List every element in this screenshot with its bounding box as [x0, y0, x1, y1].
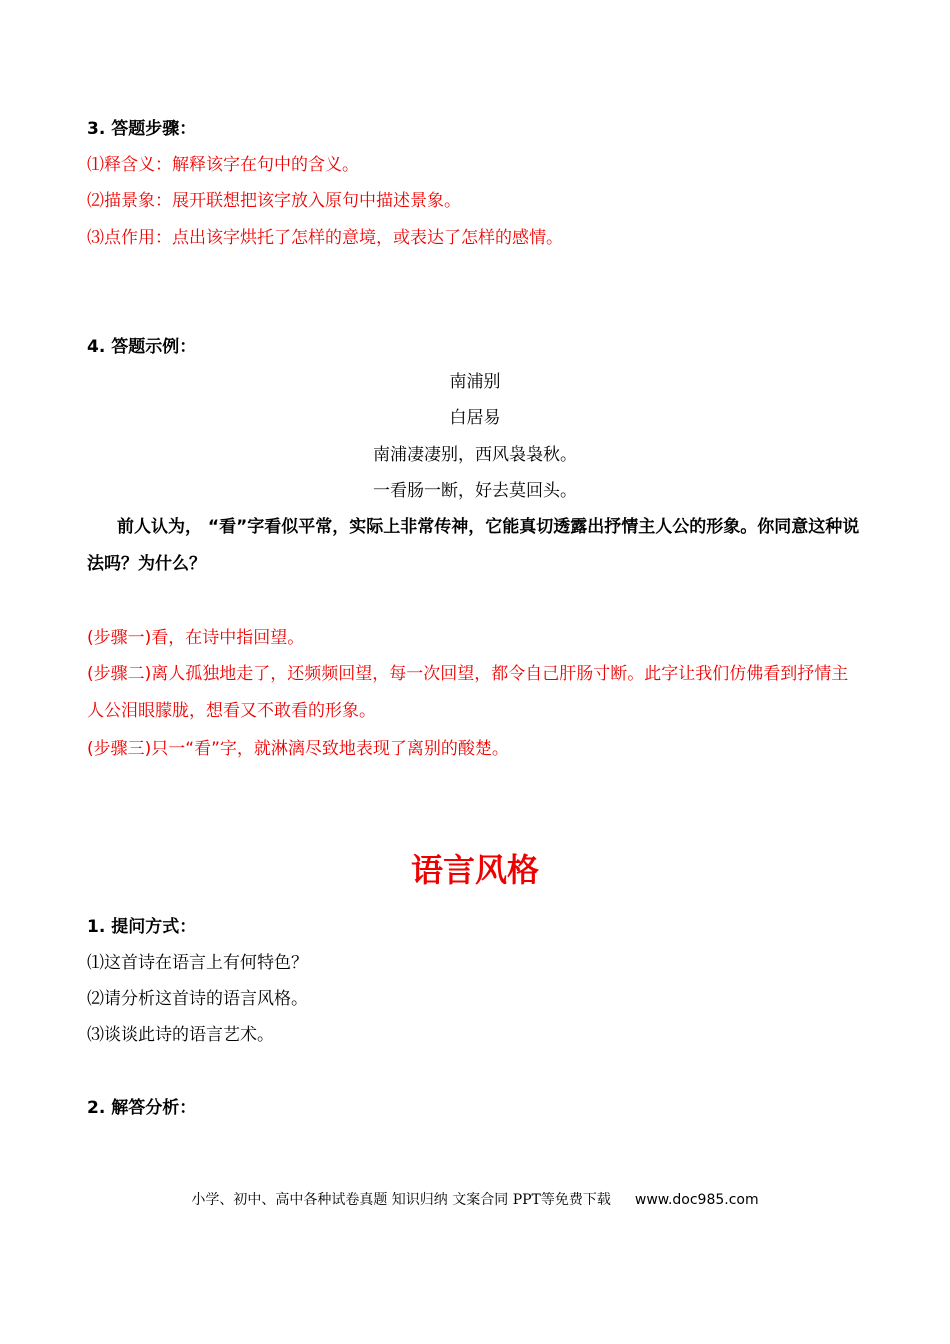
footer-text: 小学、初中、高中各种试卷真题 知识归纳 文案合同 PPT等免费下载	[191, 1192, 611, 1208]
poem-title: 南浦别	[449, 372, 501, 392]
question-text: 前人认为， “看”字看似平常，实际上非常传神，它能真切透露出抒情主人公的形象。你同意这种说法吗？为什么？	[87, 517, 860, 574]
section3-step-2: ⑵描景象：展开联想把该字放入原句中描述景象。	[87, 191, 461, 211]
section-heading: 语言风格	[410, 851, 539, 889]
ls-item-2: ⑵请分析这首诗的语言风格。	[87, 989, 308, 1009]
section3-step-3: ⑶点作用：点出该字烘托了怎样的意境，或表达了怎样的感情。	[87, 228, 563, 248]
page-footer	[0, 1190, 950, 1210]
section3-title: 3. 答题步骤：	[87, 119, 197, 139]
ls-section2-title: 2. 解答分析：	[87, 1098, 197, 1118]
poem-line-2: 一看肠一断，好去莫回头。	[373, 481, 577, 501]
ls-item-3: ⑶谈谈此诗的语言艺术。	[87, 1025, 274, 1045]
ls-item-1: ⑴这首诗在语言上有何特色？	[87, 953, 308, 973]
section3-step-1: ⑴释含义：解释该字在句中的含义。	[87, 155, 359, 175]
poem-author: 白居易	[449, 408, 501, 428]
section4-title: 4. 答题示例：	[87, 337, 197, 357]
answer-step-3: (步骤三)只一“看”字，就淋漓尽致地表现了离别的酸楚。	[87, 739, 509, 759]
poem-line-1: 南浦凄凄别，西风袅袅秋。	[373, 445, 577, 465]
answer-step-1: (步骤一)看，在诗中指回望。	[87, 628, 305, 648]
ls-section1-title: 1. 提问方式：	[87, 917, 197, 937]
answer-step-2: (步骤二)离人孤独地走了，还频频回望，每一次回望，都令自己肝肠寸断。此字让我们仿佛看到抒情主人公泪眼朦胧，想看又不敢看的形象。	[87, 664, 849, 721]
footer-url[interactable]: www.doc985.com	[634, 1192, 759, 1208]
